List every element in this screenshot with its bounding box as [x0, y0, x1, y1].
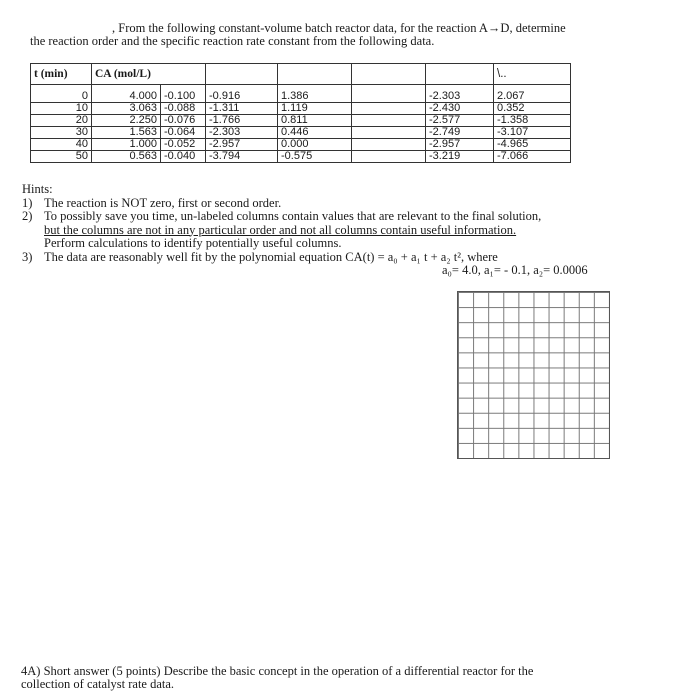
cell-blank — [352, 103, 426, 115]
cell-col5: 1.119 — [278, 103, 352, 115]
cell-ca: 2.250 — [92, 115, 161, 127]
cell-col4: -0.916 — [206, 85, 278, 103]
cell-blank — [352, 115, 426, 127]
cell-col5: 0.000 — [278, 139, 352, 151]
cell-time: 40 — [31, 139, 92, 151]
cell-blank — [352, 151, 426, 163]
cell-time: 50 — [31, 151, 92, 163]
cell-col7: -4.965 — [494, 139, 571, 151]
cell-col6: -2.957 — [426, 139, 494, 151]
table-row — [31, 85, 571, 103]
cell-blank — [352, 139, 426, 151]
problem-statement — [30, 22, 630, 48]
hint-number: 1) — [22, 195, 33, 210]
cell-col4: -2.303 — [206, 127, 278, 139]
data-table — [30, 63, 571, 163]
cell-blank — [352, 85, 426, 103]
cell-ca: 4.000 — [92, 85, 161, 103]
hint-text: The data are reasonably well fit by the polynomial equation CA(t) = a₀ + a₁ t + a₂ t², where — [44, 249, 498, 264]
hints-section — [22, 183, 622, 278]
cell-col6: -2.430 — [426, 103, 494, 115]
table-row — [31, 103, 571, 115]
cell-col6: -2.749 — [426, 127, 494, 139]
cell-col7: 0.352 — [494, 103, 571, 115]
table-row — [31, 139, 571, 151]
cell-col3: -0.040 — [161, 151, 206, 163]
question-line-2: collection of catalyst rate data. — [21, 677, 175, 691]
cell-time: 10 — [31, 103, 92, 115]
hint-text: The reaction is NOT zero, first or second order. — [44, 195, 282, 210]
cell-col7: -7.066 — [494, 151, 571, 163]
hint-2 — [22, 210, 622, 251]
cell-time: 30 — [31, 127, 92, 139]
cell-col5: 1.386 — [278, 85, 352, 103]
cell-col5: -0.575 — [278, 151, 352, 163]
problem-line-1: , From the following constant-volume batch reactor data, for the reaction A→D, determine — [112, 21, 566, 35]
header-mark: \.. — [494, 64, 571, 85]
table-header-row — [31, 64, 571, 85]
question-line-1: 4A) Short answer (5 points) Describe the basic concept in the operation of a differential reactor for the — [21, 664, 534, 678]
cell-col3: -0.052 — [161, 139, 206, 151]
hint-1 — [22, 197, 622, 211]
cell-blank — [352, 127, 426, 139]
cell-ca: 1.563 — [92, 127, 161, 139]
problem-line-2: the reaction order and the specific reaction rate constant from the following data. — [30, 34, 435, 48]
cell-col7: -3.107 — [494, 127, 571, 139]
hints-title: Hints: — [22, 182, 53, 196]
hint-text: To possibly save you time, un-labeled columns contain values that are relevant to the final solution, — [44, 209, 542, 223]
hint-coefficients: a₀= 4.0, a₁= - 0.1, a₂= 0.0006 — [442, 263, 588, 277]
hint-number: 2) — [22, 209, 33, 223]
table-row — [31, 115, 571, 127]
cell-col3: -0.076 — [161, 115, 206, 127]
header-time: t (min) — [31, 64, 92, 85]
hint-underlined-text: but the columns are not in any particular order and not all columns contain useful information. — [44, 222, 517, 237]
hint-number: 3) — [22, 249, 33, 264]
cell-ca: 3.063 — [92, 103, 161, 115]
cell-col5: 0.811 — [278, 115, 352, 127]
graph-paper-grid — [457, 291, 610, 459]
cell-col5: 0.446 — [278, 127, 352, 139]
hint-3 — [22, 251, 622, 278]
cell-col4: -2.957 — [206, 139, 278, 151]
table-row — [31, 127, 571, 139]
header-blank-2 — [278, 64, 352, 85]
table-row — [31, 151, 571, 163]
cell-col3: -0.064 — [161, 127, 206, 139]
cell-col4: -3.794 — [206, 151, 278, 163]
hint-text-continued: Perform calculations to identify potentially useful columns. — [44, 236, 342, 250]
cell-col6: -2.577 — [426, 115, 494, 127]
cell-col4: -1.311 — [206, 103, 278, 115]
header-blank-4 — [426, 64, 494, 85]
cell-col7: -1.358 — [494, 115, 571, 127]
header-blank-3 — [352, 64, 426, 85]
question-4a — [21, 665, 621, 691]
cell-col7: 2.067 — [494, 85, 571, 103]
cell-col3: -0.088 — [161, 103, 206, 115]
cell-col6: -3.219 — [426, 151, 494, 163]
cell-time: 20 — [31, 115, 92, 127]
header-blank-1 — [206, 64, 278, 85]
cell-col4: -1.766 — [206, 115, 278, 127]
cell-ca: 1.000 — [92, 139, 161, 151]
cell-col3: -0.100 — [161, 85, 206, 103]
cell-ca: 0.563 — [92, 151, 161, 163]
cell-col6: -2.303 — [426, 85, 494, 103]
cell-time: 0 — [31, 85, 92, 103]
header-concentration: CA (mol/L) — [92, 64, 206, 85]
